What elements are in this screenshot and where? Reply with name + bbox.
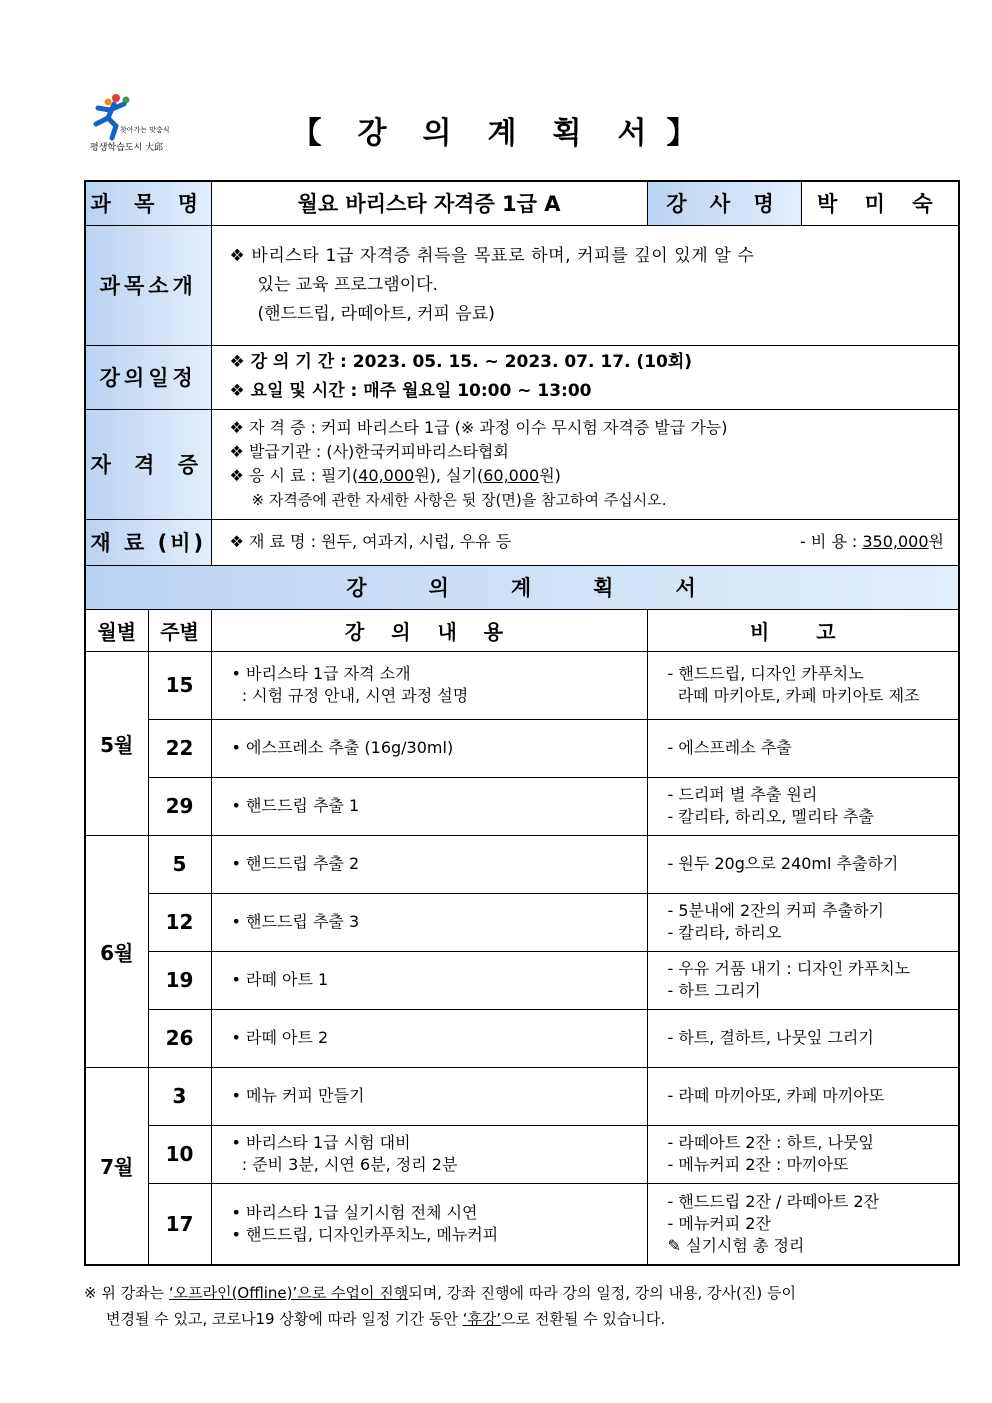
- lesson-note: - 에스프레소 추출: [647, 719, 959, 777]
- lesson-note: - 드리퍼 별 추출 원리 - 칼리타, 하리오, 멜리타 추출: [647, 777, 959, 835]
- plan-title-row: [85, 565, 959, 609]
- subject-label: 과 목 명: [85, 181, 211, 225]
- lesson-note: - 라떼 마끼아또, 카페 마끼아또: [647, 1067, 959, 1125]
- material-row: [85, 519, 959, 565]
- lesson-content: • 핸드드립 추출 3: [211, 893, 647, 951]
- lesson-note: - 우유 거품 내기 : 디자인 카푸치노 - 하트 그리기: [647, 951, 959, 1009]
- week-number: 17: [148, 1183, 211, 1265]
- intro-label: 과목소개: [85, 225, 211, 345]
- table-row: [85, 1125, 959, 1183]
- lesson-content: • 바리스타 1급 시험 대비 : 준비 3분, 시연 6분, 정리 2분: [211, 1125, 647, 1183]
- table-row: [85, 893, 959, 951]
- table-row: [85, 777, 959, 835]
- lesson-content: • 바리스타 1급 자격 소개 : 시험 규정 안내, 시연 과정 설명: [211, 651, 647, 719]
- logo-tagline: 찾아가는 맞춤식: [120, 126, 170, 134]
- week-number: 3: [148, 1067, 211, 1125]
- lesson-note: - 5분내에 2잔의 커피 추출하기 - 칼리타, 하리오: [647, 893, 959, 951]
- week-number: 15: [148, 651, 211, 719]
- month-july: 7월: [85, 1067, 148, 1265]
- schedule-label: 강의일정: [85, 345, 211, 409]
- table-row: [85, 1183, 959, 1265]
- material-label: 재 료 (비): [85, 519, 211, 565]
- instructor-label: 강 사 명: [647, 181, 801, 225]
- course-plan-table: [84, 180, 960, 1266]
- footer-notice: ※ 위 강좌는 ‘오프라인(Offline)’으로 수업이 진행되며, 강좌 진행에 따라 강의 일정, 강의 내용, 강사(진) 등이 변경될 수 있고, 코로나19 상황에 따라 일정 기간 동안 ‘휴강’으로 전환될 수 있습니다.: [84, 1284, 796, 1328]
- certificate-row: [85, 409, 959, 519]
- lesson-note: - 원두 20g으로 240ml 추출하기: [647, 835, 959, 893]
- subject-row: [85, 181, 959, 225]
- lesson-content: • 핸드드립 추출 2: [211, 835, 647, 893]
- week-number: 19: [148, 951, 211, 1009]
- col-week-header: 주별: [148, 609, 211, 651]
- schedule-text: ❖ 강 의 기 간 : 2023. 05. 15. ~ 2023. 07. 17. (10회) ❖ 요일 및 시간 : 매주 월요일 10:00 ~ 13:00: [211, 345, 959, 409]
- col-content-header: 강 의 내 용: [211, 609, 647, 651]
- lesson-note: - 핸드드립, 디자인 카푸치노 라떼 마키아토, 카페 마키아토 제조: [647, 651, 959, 719]
- certificate-label: 자 격 증: [85, 409, 211, 519]
- lesson-note: - 하트, 결하트, 나뭇잎 그리기: [647, 1009, 959, 1067]
- month-may: 5월: [85, 651, 148, 835]
- plan-title: 강 의 계 획 서: [85, 565, 959, 609]
- table-row: [85, 951, 959, 1009]
- week-number: 26: [148, 1009, 211, 1067]
- week-number: 29: [148, 777, 211, 835]
- practical-fee: 60,000: [483, 466, 540, 485]
- week-number: 5: [148, 835, 211, 893]
- subject-value: 월요 바리스타 자격증 1급 A: [211, 181, 647, 225]
- lesson-content: • 바리스타 1급 실기시험 전체 시연 • 핸드드립, 디자인카푸치노, 메뉴커피: [211, 1183, 647, 1265]
- week-number: 12: [148, 893, 211, 951]
- lesson-content: • 라떼 아트 2: [211, 1009, 647, 1067]
- table-row: [85, 835, 959, 893]
- material-text: ❖ 재 료 명 : 원두, 여과지, 시럽, 우유 등 - 비 용 : 350,000원: [211, 519, 959, 565]
- lesson-content: • 메뉴 커피 만들기: [211, 1067, 647, 1125]
- lesson-content: • 에스프레소 추출 (16g/30ml): [211, 719, 647, 777]
- col-month-header: 월별: [85, 609, 148, 651]
- table-row: [85, 719, 959, 777]
- table-row: [85, 1009, 959, 1067]
- month-june: 6월: [85, 835, 148, 1067]
- intro-row: [85, 225, 959, 345]
- lesson-content: • 라떼 아트 1: [211, 951, 647, 1009]
- week-number: 22: [148, 719, 211, 777]
- lesson-note: - 핸드드립 2잔 / 라떼아트 2잔 - 메뉴커피 2잔 ✎ 실기시험 총 정리: [647, 1183, 959, 1265]
- document-title: 【 강 의 계 획 서 】: [291, 116, 701, 151]
- table-row: [85, 1067, 959, 1125]
- logo-city-name: 평생학습도시 大邱: [90, 143, 164, 153]
- col-note-header: 비 고: [647, 609, 959, 651]
- lesson-content: • 핸드드립 추출 1: [211, 777, 647, 835]
- plan-column-header-row: [85, 609, 959, 651]
- week-number: 10: [148, 1125, 211, 1183]
- schedule-row: [85, 345, 959, 409]
- lesson-note: - 라떼아트 2잔 : 하트, 나뭇잎 - 메뉴커피 2잔 : 마끼아또: [647, 1125, 959, 1183]
- written-fee: 40,000: [358, 466, 415, 485]
- intro-text: ❖ 바리스타 1급 자격증 취득을 목표로 하며, 커피를 깊이 있게 알 수 있는 교육 프로그램이다. (핸드드립, 라떼아트, 커피 음료): [211, 225, 959, 345]
- instructor-value: 박 미 숙: [801, 181, 959, 225]
- material-cost: - 비 용 : 350,000원: [799, 532, 945, 551]
- table-row: [85, 651, 959, 719]
- certificate-text: ❖ 자 격 증 : 커피 바리스타 1급 (※ 과정 이수 무시험 자격증 발급 가능) ❖ 발급기관 : (사)한국커피바리스타협회 ❖ 응 시 료 : 필기(40,000원), 실기(60,000원) ※ 자격증에 관한 자세한 사항은 뒷 장(면)을 참고하여 주십시오.: [211, 409, 959, 519]
